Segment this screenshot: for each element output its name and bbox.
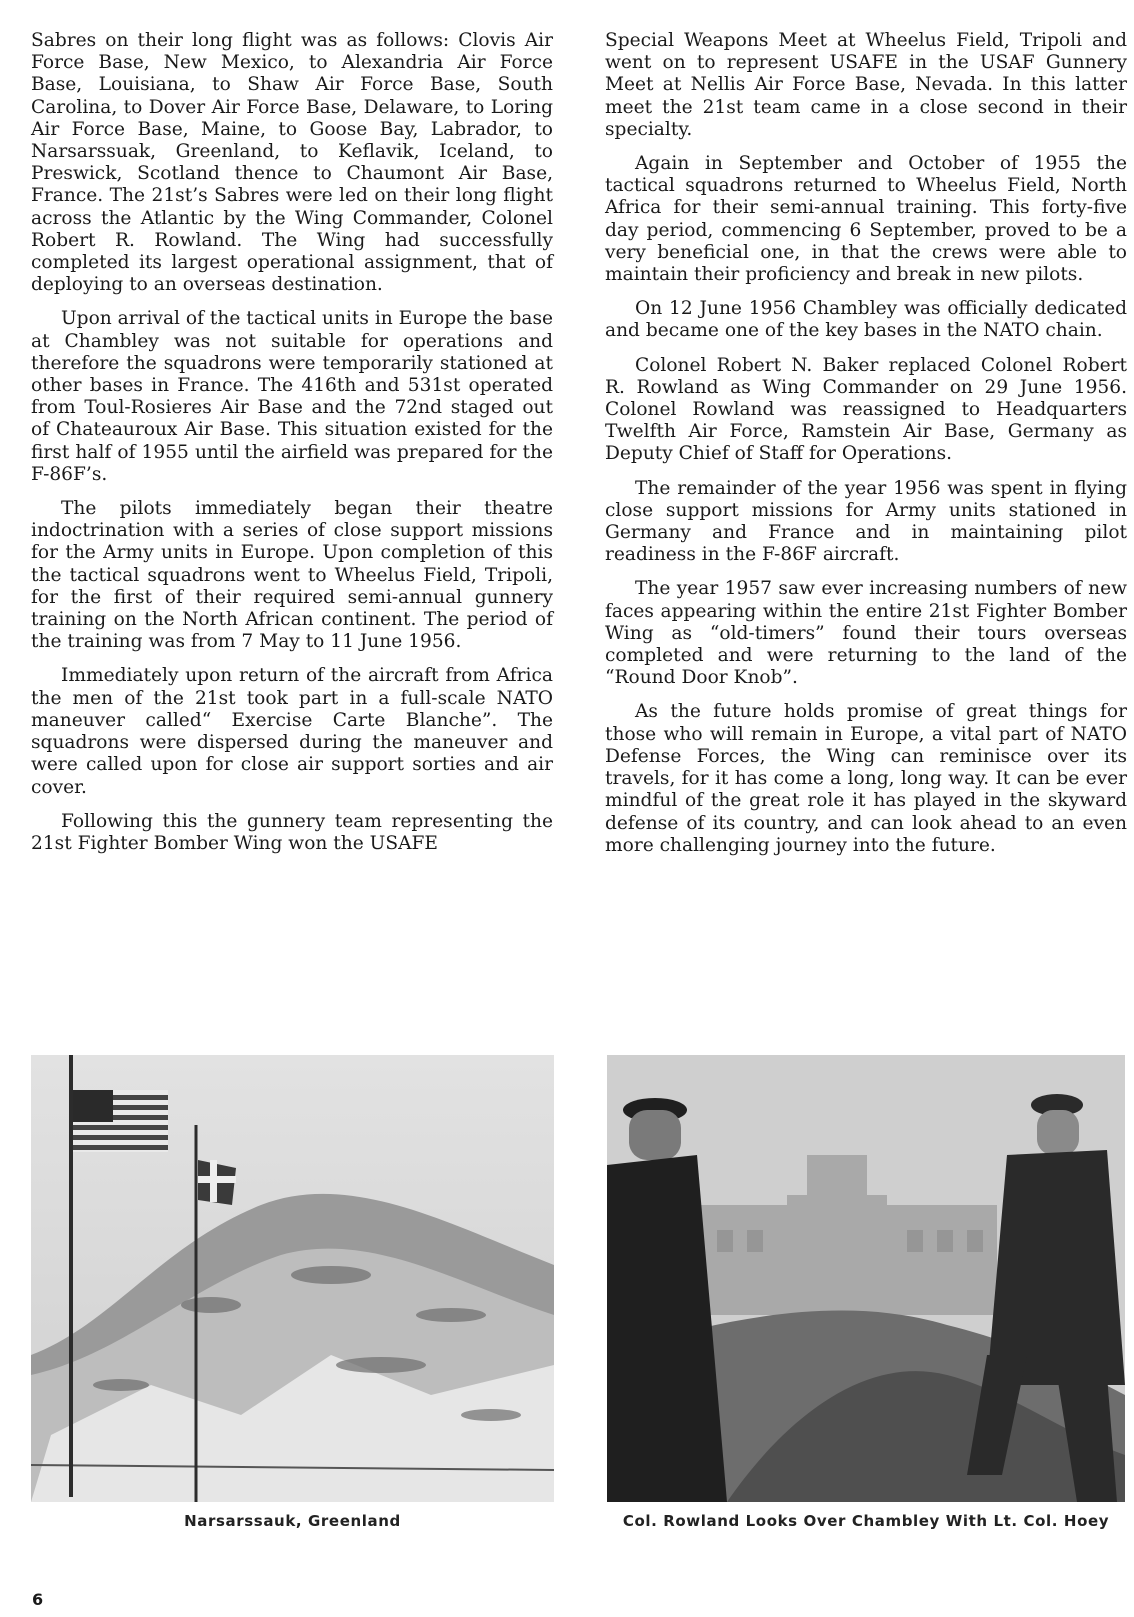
page-number: 6 — [32, 1590, 44, 1609]
photo-chambley-officers — [607, 1055, 1125, 1502]
photo-greenland-flags — [31, 1055, 554, 1502]
paragraph: Following this the gunnery team representing the 21st Fighter Bomber Wing won the USAFE — [31, 810, 553, 854]
paragraph: Colonel Robert N. Baker replaced Colonel Robert R. Rowland as Wing Commander on 29 June 1956. Colonel Rowland was reassigned to Headquarters Twelfth Air Force, Ramstein Air Base, Germany as Deputy Chief of Staff for Operations. — [605, 354, 1127, 465]
paragraph: The pilots immediately began their theatre indoctrination with a series of close support missions for the Army units in Europe. Upon completion of this the tactical squadrons went to Wheelus Field, Tripoli, for the first of their required semi-annual gunnery training on the North African continent. The period of the training was from 7 May to 11 June 1956. — [31, 498, 553, 653]
article-column-right — [605, 30, 1127, 869]
photo-chambley-image — [607, 1055, 1125, 1502]
paragraph: Upon arrival of the tactical units in Europe the base at Chambley was not suitable for operations and therefore the squadrons were temporarily stationed at other bases in France. The 416th and 531st operated from Toul-Rosieres Air Base and the 72nd staged out of Chateauroux Air Base. This situation existed for the first half of 1955 until the airfield was prepared for the F-86F’s. — [31, 308, 553, 485]
photo-caption-right: Col. Rowland Looks Over Chambley With Lt. Col. Hoey — [622, 1512, 1110, 1530]
article-column-left — [31, 30, 553, 867]
paragraph: On 12 June 1956 Chambley was officially dedicated and became one of the key bases in the NATO chain. — [605, 298, 1127, 342]
paragraph: The remainder of the year 1956 was spent in flying close support missions for Army units stationed in Germany and France and in maintaining pilot readiness in the F-86F aircraft. — [605, 477, 1127, 566]
paragraph: Sabres on their long flight was as follows: Clovis Air Force Base, New Mexico, to Alexandria Air Force Base, Louisiana, to Shaw Air Force Base, South Carolina, to Dover Air Force Base, Delaware, to Loring Air Force Base, Maine, to Goose Bay, Labrador, to Narsarssuak, Greenland, to Keflavik, Iceland, to Preswick, Scotland thence to Chaumont Air Base, France. The 21st’s Sabres were led on their long flight across the Atlantic by the Wing Commander, Colonel Robert R. Rowland. The Wing had successfully completed its largest operational assignment, that of deploying to an overseas destination. — [31, 30, 553, 296]
paragraph: The year 1957 saw ever increasing numbers of new faces appearing within the entire 21st Fighter Bomber Wing as “old-timers” found their tours overseas completed and were returning to the land of the “Round Door Knob”. — [605, 578, 1127, 689]
paragraph: Again in September and October of 1955 the tactical squadrons returned to Wheelus Field, North Africa for their semi-annual training. This forty-five day period, commencing 6 September, proved to be a very beneficial one, in that the crews were able to maintain their proficiency and break in new pilots. — [605, 153, 1127, 286]
paragraph: As the future holds promise of great things for those who will remain in Europe, a vital part of NATO Defense Forces, the Wing can reminisce over its travels, for it has come a long, long way. It can be ever mindful of the great role it has played in the skyward defense of its country, and can look ahead to an even more challenging journey into the future. — [605, 701, 1127, 856]
paragraph: Immediately upon return of the aircraft from Africa the men of the 21st took part in a full-scale NATO maneuver called“ Exercise Carte Blanche”. The squadrons were dispersed during the maneuver and were called upon for close air support sorties and air cover. — [31, 665, 553, 798]
paragraph: Special Weapons Meet at Wheelus Field, Tripoli and went on to represent USAFE in the USAF Gunnery Meet at Nellis Air Force Base, Nevada. In this latter meet the 21st team came in a close second in their specialty. — [605, 30, 1127, 140]
us-flag — [73, 1090, 168, 1152]
photo-caption-left: Narsarssauk, Greenland — [184, 1512, 401, 1530]
photo-greenland-image — [31, 1055, 554, 1502]
